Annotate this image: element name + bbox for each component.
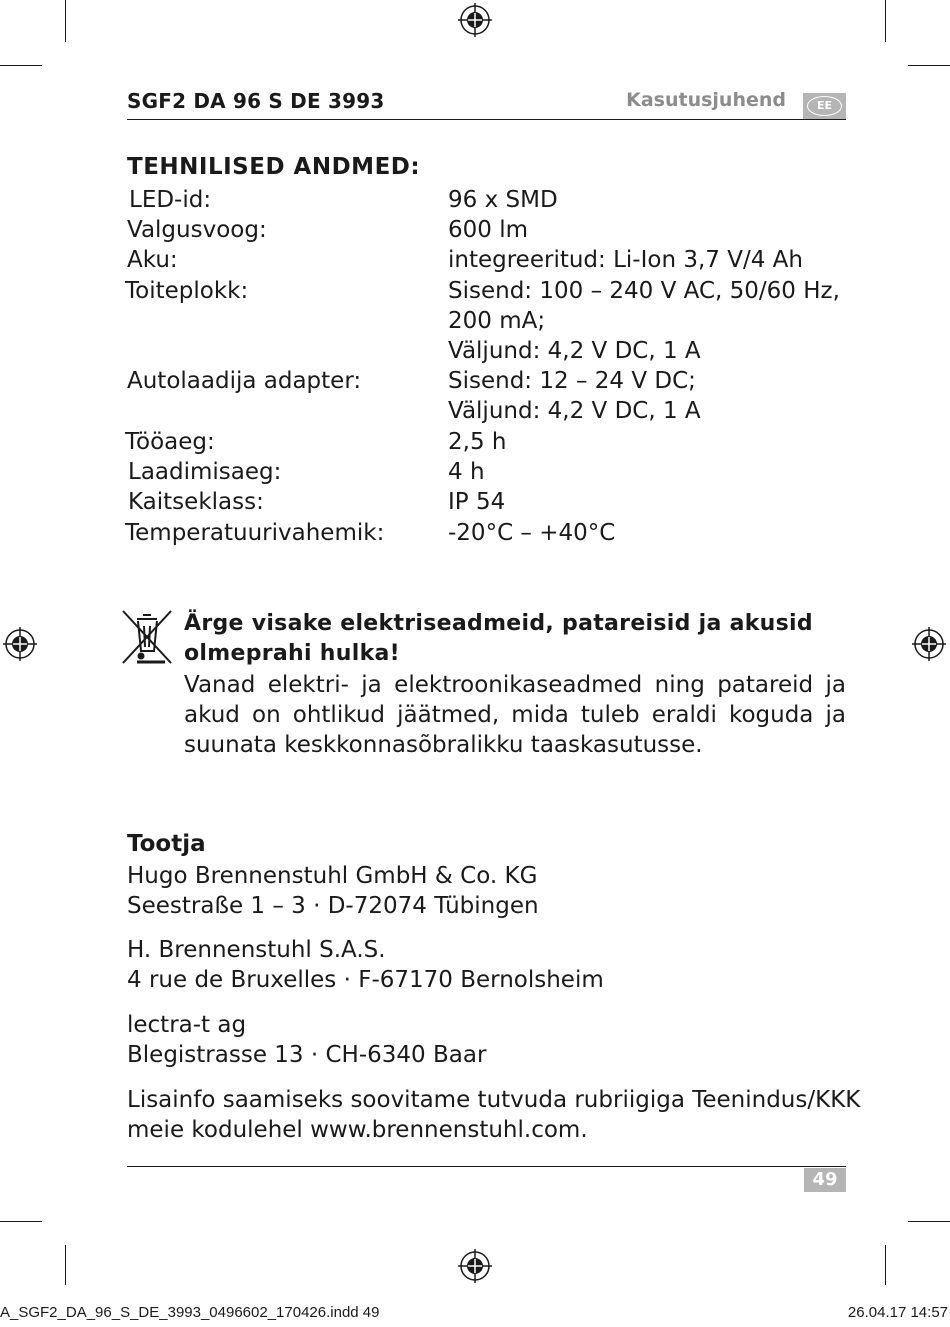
crop-mark (908, 65, 950, 66)
registration-mark-icon (3, 627, 37, 661)
manufacturer-heading: Tootja (127, 831, 206, 857)
print-slug-date: 26.04.17 14:57 (847, 1304, 948, 1321)
crop-mark (908, 1221, 950, 1222)
spec-label: Valgusvoog: (127, 217, 267, 243)
footer-rule (127, 1166, 846, 1167)
crop-mark (65, 1245, 66, 1285)
registration-mark-icon (912, 627, 946, 661)
model-number: SGF2 DA 96 S DE 3993 (127, 89, 385, 113)
language-badge (803, 93, 846, 119)
spec-value: -20°C – +40°C (448, 520, 616, 546)
manufacturer-line: Hugo Brennenstuhl GmbH & Co. KG (127, 863, 538, 889)
crop-mark (885, 1245, 886, 1285)
manufacturer-line: H. Brennenstuhl S.A.S. (127, 937, 386, 963)
spec-value: Väljund: 4,2 V DC, 1 A (448, 398, 701, 424)
spec-value: Sisend: 12 – 24 V DC; (448, 368, 696, 394)
disposal-heading-line1: Ärge visake elektriseadmeid, patareisid ja akusid (184, 611, 813, 636)
spec-value: 600 lm (448, 217, 529, 243)
spec-label: Aku: (127, 247, 178, 273)
crop-mark (0, 1221, 42, 1222)
crop-mark (885, 0, 886, 42)
header-rule (127, 119, 846, 120)
disposal-text: Vanad elektri- ja elektroonikaseadmed ning patareid ja akud on ohtlikud jäätmed, mida tuleb eraldi koguda ja suunata keskkonnasõbralikku taaskasutusse. (184, 672, 846, 758)
spec-value: Väljund: 4,2 V DC, 1 A (448, 338, 701, 364)
spec-value: 96 x SMD (448, 187, 558, 213)
crop-mark (0, 65, 42, 66)
info-line: meie kodulehel www.brennenstuhl.com. (127, 1117, 588, 1143)
disposal-heading (184, 609, 813, 669)
spec-label: Laadimisaeg: (128, 459, 282, 485)
manual-title: Kasutusjuhend (626, 89, 786, 111)
spec-label: Kaitseklass: (128, 489, 264, 515)
crop-mark (65, 0, 66, 42)
info-line: Lisainfo saamiseks soovitame tutvuda rubriigiga Teenindus/KKK (127, 1087, 861, 1113)
spec-label: Toiteplokk: (125, 278, 249, 304)
spec-value: IP 54 (448, 489, 506, 515)
crossed-bin-icon (121, 609, 173, 666)
manufacturer-line: 4 rue de Bruxelles · F-67170 Bernolsheim (127, 967, 604, 993)
language-code: EE (807, 96, 842, 116)
spec-label: Temperatuurivahemik: (125, 520, 385, 546)
spec-value: integreeritud: Li-Ion 3,7 V/4 Ah (448, 247, 803, 273)
spec-value: Sisend: 100 – 240 V AC, 50/60 Hz, (448, 278, 840, 304)
specs-heading: TEHNILISED ANDMED: (127, 154, 421, 180)
spec-label: Tööaeg: (125, 429, 215, 455)
manufacturer-line: lectra-t ag (127, 1012, 247, 1038)
disposal-heading-line2: olmeprahi hulka! (184, 641, 400, 666)
registration-mark-icon (458, 1249, 492, 1283)
manufacturer-line: Seestraße 1 – 3 · D-72074 Tübingen (127, 893, 539, 919)
spec-value: 200 mA; (448, 308, 546, 334)
page-number: 49 (804, 1168, 846, 1192)
manufacturer-line: Blegistrasse 13 · CH-6340 Baar (127, 1042, 487, 1068)
print-slug-file: A_SGF2_DA_96_S_DE_3993_0496602_170426.indd 49 (0, 1304, 380, 1321)
registration-mark-icon (458, 3, 492, 37)
spec-value: 4 h (448, 459, 485, 485)
spec-label: LED-id: (129, 187, 212, 213)
spec-value: 2,5 h (448, 429, 507, 455)
spec-label: Autolaadija adapter: (127, 368, 362, 394)
